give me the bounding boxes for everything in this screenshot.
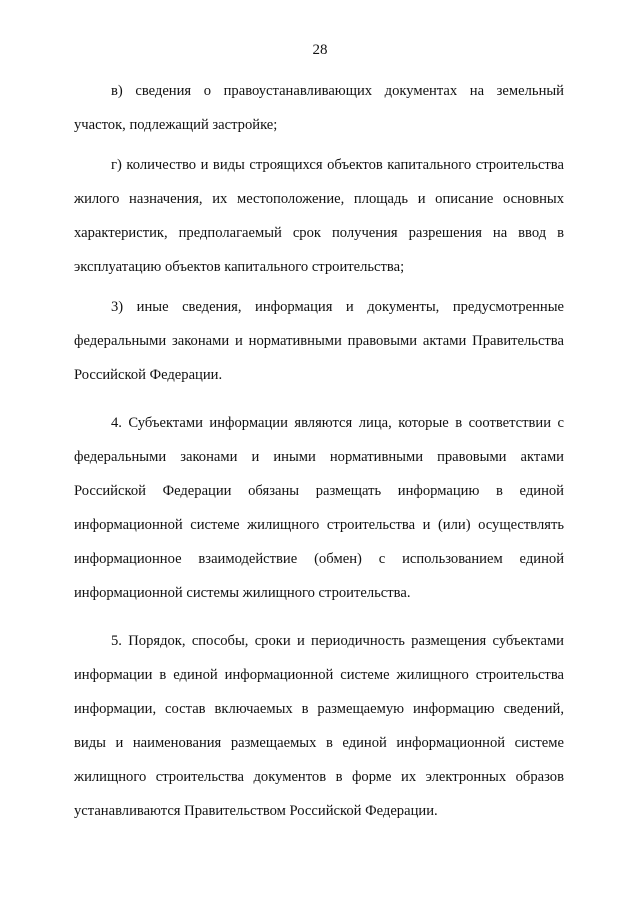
paragraph-item-g: г) количество и виды строящихся объектов капитального строительства жилого назначения, их местоположение, площадь и описание основных характеристик, предполагаемый срок получения разрешения на ввод в эксплуатацию объектов капитального строительства; — [74, 157, 564, 275]
paragraph-item-v: в) сведения о правоустанавливающих документах на земельный участок, подлежащий застройке; — [74, 83, 564, 133]
document-body — [74, 74, 564, 834]
page-number: 28 — [312, 42, 328, 58]
paragraph-section-5: 5. Порядок, способы, сроки и периодичность размещения субъектами информации в единой информационной системе жилищного строительства информации, состав включаемых в размещаемую информацию сведений, виды и наименования размещаемых в единой информационной системе жилищного строительства документов в форме их электронных образов устанавливаются Правительством Российской Федерации. — [74, 633, 564, 819]
paragraph-section-4: 4. Субъектами информации являются лица, которые в соответствии с федеральными законами и иными нормативными правовыми актами Российской Федерации обязаны размещать информацию в единой информационной системе жилищного строительства и (или) осуществлять информационное взаимодействие (обмен) с использованием единой информационной системы жилищного строительства. — [74, 415, 564, 601]
paragraph-item-3: 3) иные сведения, информация и документы, предусмотренные федеральными законами и нормативными правовыми актами Правительства Российской Федерации. — [74, 299, 564, 383]
